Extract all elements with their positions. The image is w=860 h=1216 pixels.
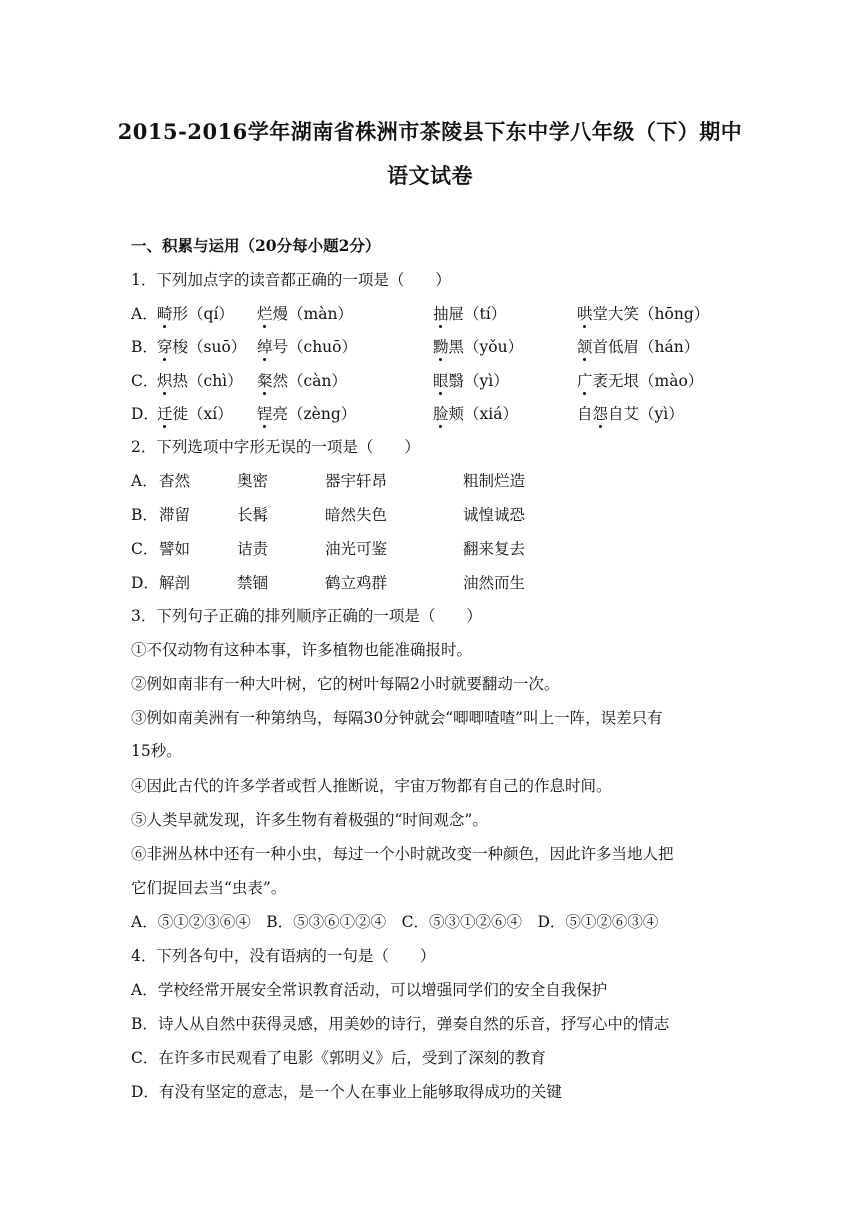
- question-3-sentence: ④因此古代的许多学者或哲人推断说，宇宙万物都有自己的作息时间。: [131, 777, 612, 795]
- option-item-rest: 堂大笑（hōng）: [592, 305, 710, 323]
- option-item: [577, 371, 703, 391]
- question-3-sentence: ②例如南非有一种大叶树，它的树叶每隔2小时就要翻动一次。: [131, 675, 560, 693]
- option-item-rest: 然（càn）: [272, 372, 347, 390]
- option-item: 油然而生: [463, 574, 526, 592]
- dotted-character: 烂: [257, 305, 273, 323]
- question-3-sentence: 它们捉回去当“虫表”。: [131, 879, 287, 897]
- option-item-rest: 徙（xí）: [172, 405, 233, 423]
- option-item: 暗然失色: [325, 506, 388, 524]
- question-3-sentence: ①不仅动物有这种本事，许多植物也能准确报时。: [131, 641, 473, 659]
- option-item: [257, 404, 356, 424]
- option-item-rest: 亮（zèng）: [272, 405, 357, 423]
- option-item-rest: 屉（tí）: [448, 305, 507, 323]
- option-item: [433, 337, 523, 357]
- option-item: [257, 337, 357, 357]
- option-item: 滞留: [159, 506, 191, 524]
- option-item: [157, 371, 243, 391]
- option-item: 譬如: [159, 540, 191, 558]
- option-label: B．: [131, 338, 158, 356]
- option-item-rest: 热（chì）: [172, 372, 243, 390]
- option-item-rest: 梭（suō）: [172, 338, 247, 356]
- section-heading: 一、积累与运用（20分每小题2分）: [131, 236, 381, 255]
- option-item-rest: 袤无垠（mào）: [592, 372, 704, 390]
- dotted-character: 哄: [577, 305, 593, 323]
- dotted-character: 自怨自: [577, 405, 624, 423]
- option-item: [433, 371, 509, 391]
- question-3-answers: A．⑤①②③⑥④ B．⑤③⑥①②④ C．⑤③①②⑥④ D．⑤①②⑥③④: [131, 913, 659, 931]
- option-item: [257, 304, 353, 324]
- exam-title-line2: 语文试卷: [387, 163, 473, 188]
- option-item: 杳然: [159, 472, 191, 490]
- dotted-character: 穿: [157, 338, 173, 356]
- option-item-rest: 艾（yì）: [623, 405, 684, 423]
- option-item: [577, 337, 699, 357]
- dotted-character: 炽: [157, 372, 173, 390]
- option-item-rest: 形（qí）: [172, 305, 234, 323]
- question-4-option: D．有没有坚定的意志，是一个人在事业上能够取得成功的关键: [131, 1083, 562, 1101]
- question-3-sentence: ⑤人类早就发现，许多生物有着极强的“时间观念”。: [131, 811, 488, 829]
- exam-title-line1: 2015-2016学年湖南省株洲市茶陵县下东中学八年级（下）期中: [117, 119, 743, 144]
- option-item: 禁锢: [237, 574, 269, 592]
- option-item: [157, 337, 246, 357]
- option-item: 鹤立鸡群: [325, 574, 388, 592]
- option-label: D．: [131, 405, 159, 423]
- option-item-rest: 首低眉（hán）: [592, 338, 700, 356]
- option-item: 翻来复去: [463, 540, 526, 558]
- dotted-character: 粲: [257, 372, 273, 390]
- option-item-rest: 翳（yì）: [448, 372, 509, 390]
- option-label: B．: [131, 506, 158, 524]
- option-item: [157, 404, 233, 424]
- option-item: [157, 304, 234, 324]
- question-4-option: B．诗人从自然中获得灵感，用美妙的诗行，弹奏自然的乐音，抒写心中的情志: [131, 1015, 670, 1033]
- dotted-character: 黝: [433, 338, 449, 356]
- option-item: 器宇轩昂: [325, 472, 388, 490]
- dotted-character: 绰: [257, 338, 273, 356]
- option-item-rest: 颊（xiá）: [448, 405, 518, 423]
- option-item: [257, 371, 347, 391]
- dotted-character: 锃: [257, 405, 273, 423]
- dotted-character: 抽: [433, 305, 449, 323]
- dotted-character: 脸: [433, 405, 449, 423]
- option-item-rest: 熳（màn）: [272, 305, 353, 323]
- option-item: [577, 304, 709, 324]
- option-label: C．: [131, 372, 159, 390]
- question-3-sentence: ③例如南美洲有一种第纳鸟，每隔30分钟就会“唧唧喳喳”叫上一阵，误差只有: [131, 709, 663, 727]
- option-item: 粗制烂造: [463, 472, 526, 490]
- option-label: A．: [131, 472, 158, 490]
- question-4-stem: 4．下列各句中，没有语病的一句是（ ）: [131, 947, 436, 965]
- question-4-option: C．在许多市民观看了电影《郭明义》后，受到了深刻的教育: [131, 1049, 546, 1067]
- question-3-sentence: 15秒。: [131, 742, 182, 760]
- dotted-character: 眼: [433, 372, 449, 390]
- dotted-character: 迁: [157, 405, 173, 423]
- option-item-rest: 号（chuō）: [272, 338, 357, 356]
- question-3-sentence: ⑥非洲丛林中还有一种小虫，每过一个小时就改变一种颜色，因此许多当地人把: [131, 845, 674, 863]
- question-2-stem: 2．下列选项中字形无误的一项是（ ）: [131, 438, 420, 456]
- dotted-character: 颔: [577, 338, 593, 356]
- option-item-rest: 黑（yǒu）: [448, 338, 524, 356]
- question-3-stem: 3．下列句子正确的排列顺序正确的一项是（ ）: [131, 607, 482, 625]
- option-item: 长髯: [237, 506, 269, 524]
- question-4-option: A．学校经常开展安全常识教育活动，可以增强同学们的安全自我保护: [131, 981, 608, 999]
- dotted-character: 广: [577, 372, 593, 390]
- option-item: 奥密: [237, 472, 269, 490]
- option-item: 诘责: [237, 540, 269, 558]
- option-item: [433, 404, 518, 424]
- option-item: 解剖: [159, 574, 191, 592]
- option-item: [433, 304, 506, 324]
- option-item: 诚惶诚恐: [463, 506, 526, 524]
- option-label: C．: [131, 540, 159, 558]
- question-1-stem: 1．下列加点字的读音都正确的一项是（ ）: [131, 271, 451, 289]
- option-label: A．: [131, 305, 158, 323]
- option-label: D．: [131, 574, 159, 592]
- option-item: 油光可鉴: [325, 540, 388, 558]
- dotted-character: 畸: [157, 305, 173, 323]
- option-item: [577, 404, 684, 424]
